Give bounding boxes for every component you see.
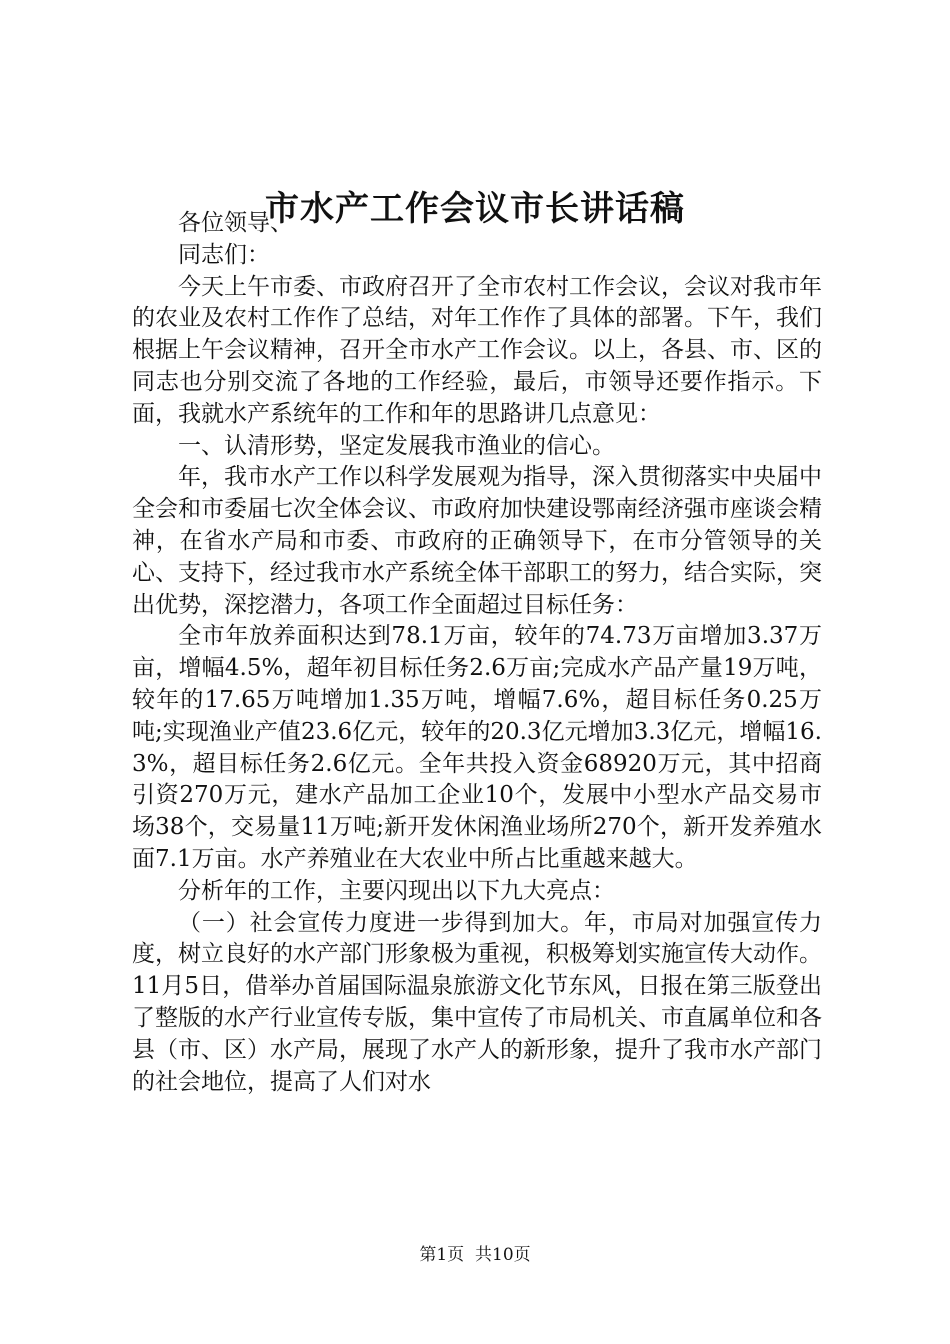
paragraph-overview: 年，我市水产工作以科学发展观为指导，深入贯彻落实中央届中全会和市委届七次全体会议、市政府加快建设鄂南经济强市座谈会精神，在省水产局和市委、市政府的正确领导下，在市分管领导的关心、支持下，经过我市水产系统全体干部职工的努力，结合实际，突出优势，深挖潜力，各项工作全面超过目标任务： bbox=[132, 464, 822, 618]
paragraph-highlights-intro: 分析年的工作，主要闪现出以下九大亮点： bbox=[178, 877, 615, 904]
paragraph-intro: 今天上午市委、市政府召开了全市农村工作会议，会议对我市年的农业及农村工作作了总结，对年工作作了具体的部署。下午，我们根据上午会议精神，召开全市水产工作会议。以上，各县、市、区的同志也分别交流了各地的工作经验，最后，市领导还要作指示。下面，我就水产系统年的工作和年的思路讲几点意见： bbox=[132, 273, 822, 427]
section-heading-1: 一、认清形势，坚定发展我市渔业的信心。 bbox=[178, 432, 615, 459]
salutation-line-2: 同志们： bbox=[178, 241, 270, 268]
page-footer bbox=[0, 1244, 950, 1266]
footer-spacer bbox=[464, 1245, 475, 1265]
paragraph-highlight-1: （一）社会宣传力度进一步得到加大。年，市局对加强宣传力度，树立良好的水产部门形象极为重视，积极筹划实施宣传大动作。11月5日，借举办首届国际温泉旅游文化节东风，日报在第三版登出了整版的水产行业宣传专版，集中宣传了市局机关、市直属单位和各县（市、区）水产局，展现了水产人的新形象，提升了我市水产部门的社会地位，提高了人们对水 bbox=[132, 909, 822, 1095]
paragraph-statistics: 全市年放养面积达到78.1万亩，较年的74.73万亩增加3.37万亩，增幅4.5%，超年初目标任务2.6万亩;完成水产品产量19万吨，较年的17.65万吨增加1.35万吨，增幅7.6%，超目标任务0.25万吨;实现渔业产值23.6亿元，较年的20.3亿元增加3.3亿元，增幅16.3%，超目标任务2.6亿元。全年共投入资金68920万元，其中招商引资270万元，建水产品加工企业10个，发展中小型水产品交易市场38个，交易量11万吨;新开发休闲渔业场所270个，新开发养殖水面7.1万亩。水产养殖业在大农业中所占比重越来越大。 bbox=[132, 623, 822, 872]
page-number: 第1页 bbox=[419, 1245, 465, 1265]
document-body bbox=[132, 208, 822, 1098]
document-title: 市水产工作会议市长讲话稿 bbox=[265, 189, 685, 229]
page-total: 共10页 bbox=[475, 1245, 531, 1265]
salutation-line-1: 各位领导、 bbox=[178, 210, 293, 236]
